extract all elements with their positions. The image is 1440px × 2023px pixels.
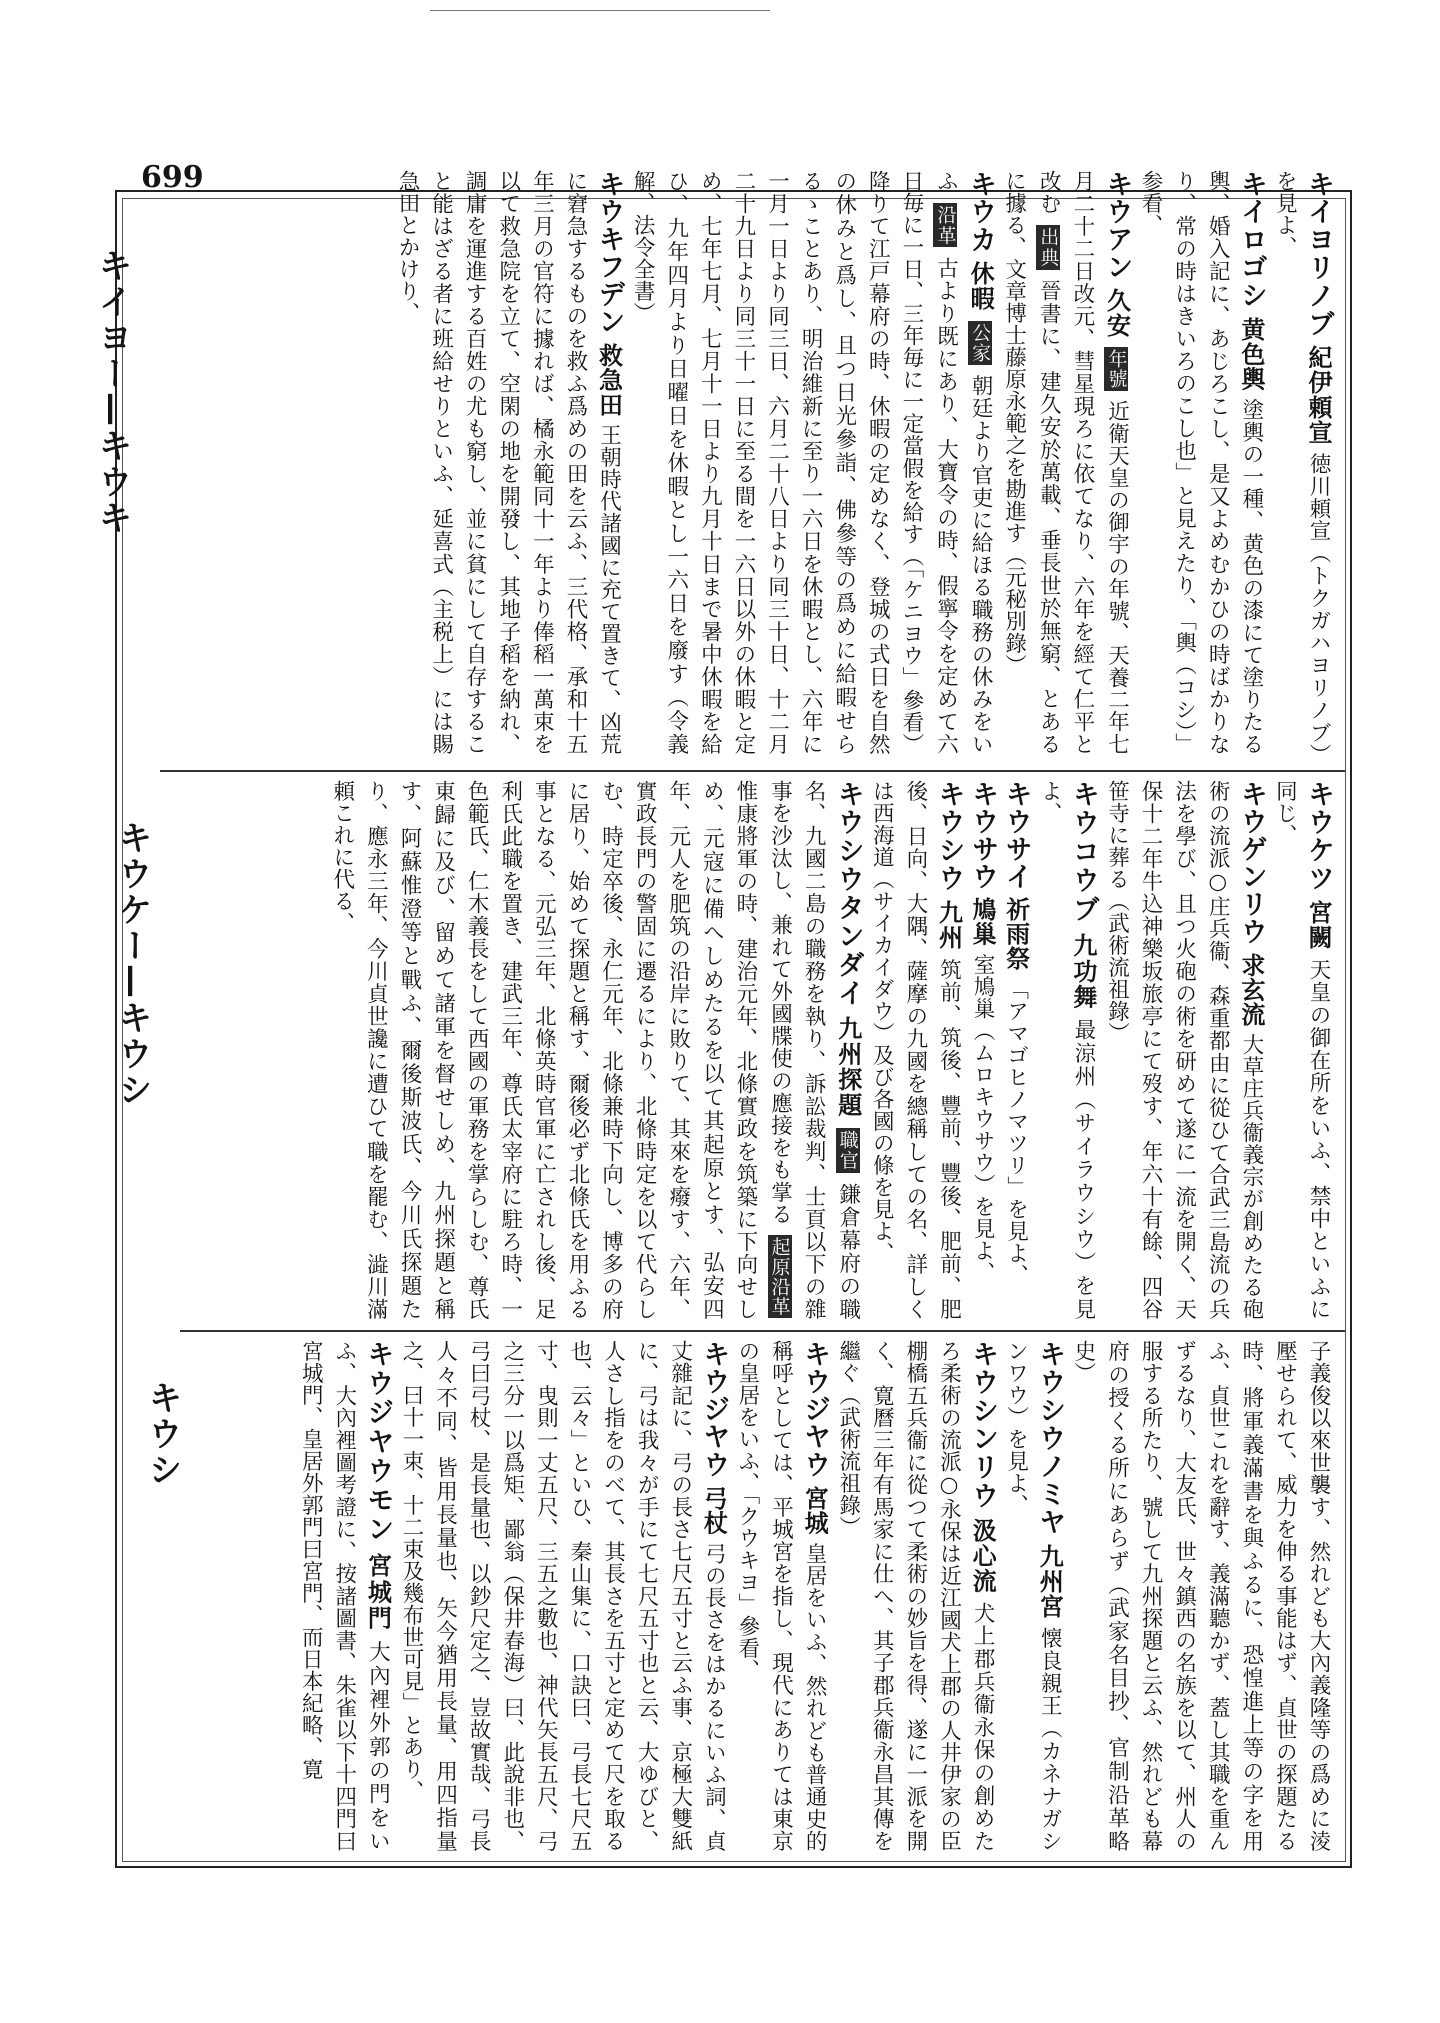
entry-head: キウアン xyxy=(1101,170,1133,281)
entry-kiiyorinobu xyxy=(1272,170,1334,755)
entry-kanji: 九州探題 xyxy=(833,1015,863,1118)
entry-kiugenriu xyxy=(1104,780,1267,1320)
entry-kiukifuden xyxy=(394,170,625,755)
entry-kanji: 九州 xyxy=(934,900,964,951)
category-badge: 沿革 xyxy=(934,204,957,246)
page-number: 699 xyxy=(141,160,204,195)
entry-kiirogoshi xyxy=(1138,170,1267,755)
entry-head: キウシウ xyxy=(933,780,965,893)
entry-body: 塗輿の一種、黄色の漆にて塗りたる輿、婚入記に、あじろこし、是又よめむかひの時ばかりなり、常の時はきいろのこし也」と見えたり、「輿（コシ）」参看、 xyxy=(1138,170,1264,755)
entry-kanji: 黄色輿 xyxy=(1236,316,1266,391)
entry-kanji: 宮城 xyxy=(800,1485,830,1535)
entry-body: 大草庄兵衞義宗が創めたる砲術の流派○庄兵衞、森重都由に從ひて合武三島流の兵法を學び、且つ火砲の術を研めて遂に一流を開く、天保十二年牛込神樂坂旅亭にて歿す、年六十有餘、四谷笹寺に葬る（武術流祖錄） xyxy=(1104,780,1264,1320)
entry-body-continued: 古より既にあり、大寶令の時、假寧令を定めて六日毎に一日、三年毎に一定當假を給す（「ケニヨウ」參看）降りて江戸幕府の時、休暇の定めなく、登城の式日を自然の休みと爲し、且つ日光參詣、佛參等の爲めに給暇せらるゝことあり、明治維新に至り一六日を休暇とし、六年に一月一日より同三日、六月二十八日より同三十日、十二月二十九日より同三十一日に至る間を一六日以外の休暇と定め、七年七月、七月十一日より九月十日まで暑中休暇を給ひ、九年四月より日曜日を休暇とし一六日を廢す（令義解、法令全書） xyxy=(630,170,959,755)
tier-divider-2 xyxy=(180,1330,1345,1332)
entry-body: 大內裡外郭の門をいふ、大內裡圖考證に、按諸圖書、朱雀以下十四門曰宮城門、皇居外郭門曰宮門、而日本紀略、寛 xyxy=(298,1340,391,1852)
scan-artifact-line xyxy=(430,10,770,11)
entry-body: 皇居をいふ、然れども普通史的稱呼としては、平城宮を指し、現代にありては東京の皇居をいふ、「クウキヨ」參看、 xyxy=(734,1340,828,1852)
entry-kanji: 宮城門 xyxy=(363,1553,393,1632)
entry-head: キウシウノミヤ xyxy=(1034,1340,1066,1537)
entry-body: 徳川頼宣（トクガハヨリノブ）を見よ、 xyxy=(1272,170,1331,755)
entry-head: キウゲンリウ xyxy=(1235,780,1267,946)
guide-word-2: キウケー—キウシ xyxy=(112,820,152,1108)
entry-kanji: 九州宮 xyxy=(1035,1544,1065,1620)
entry-kiuan xyxy=(1001,170,1133,755)
entry-head: キウジヤウ xyxy=(698,1340,730,1479)
entry-body-continued: 惟康將軍の時、建治元年、北條實政を筑築に下向せしめ、元寇に備へしめたるを以て其起原とす、弘安四年、元人を肥筑の沿岸に敗りて、其來を癈す、六年、實政長門の警固に遷るにより、北條時定を以て代らしむ、時定卒後、永仁元年、北條兼時下向し、博多の府に居り、始めて探題と稱す、爾後必ず北條氏を用ふる事となる、元弘三年、北條英時官軍に亡されし後、足利氏此職を置き、建武三年、尊氏太宰府に駐ろ時、一色範氏、仁木義長をして西國の軍務を掌らしむ、尊氏東歸に及び、留めて諸軍を督せしめ、九州探題と稱す、阿蘇惟澄等と戰ふ、爾後斯波氏、今川氏探題たり、應永三年、今川貞世讒に遭ひて職を罷む、澁川滿頼これに代る、 xyxy=(329,780,758,1320)
tier-2 xyxy=(160,780,1335,1320)
entry-kiushiunomiya xyxy=(1003,1340,1066,1852)
entry-kiushiu xyxy=(869,780,965,1320)
entry-body: 犬上郡兵衞永保の創めたろ柔術の流派○永保は近江國犬上郡の人井伊家の臣棚橋五兵衞に從つて柔術の妙旨を得、遂に一派を開く、寛曆三年有馬家に仕へ、其子郡兵衞永昌其傳を繼ぐ（武術流祖錄） xyxy=(835,1340,996,1852)
entry-head: キウシンリウ xyxy=(967,1340,999,1510)
entry-kanji: 宮闕 xyxy=(1304,900,1333,951)
entry-head: キイロゴシ xyxy=(1235,170,1267,309)
entry-body: 最涼州（サイラウシウ）を見よ、 xyxy=(1037,780,1096,1320)
entry-head: キウジヤウ xyxy=(799,1340,831,1479)
entry-body: 弓の長さをはかるにいふ詞、貞丈雜記に、弓の長さ七尺五寸と云ふ事、京極大雙紙に、弓は我々が手にて七尺五寸也と云、大ゆびと、人さし指をのべて、其長さを五寸と定めて尺を取る也、云々」といひ、秦山集に、口訣曰、弓長七尺五寸、曳則一丈五尺、三五之數也、神代矢長五尺、弓之三分一以爲矩、鄙翁（保井春海）曰、此說非也、弓曰弓杖、是長量也、以鈔尺定之、豈故實哉、弓長人々不同、皆用長量也、矢今猶用長量、用四指量之、曰十一束、十二束及幾布世可見」とあり、 xyxy=(398,1340,727,1852)
entry-body: 鎌倉幕府の職名、九國二島の職務を執り、訴訟裁判、士頁以下の雜事を沙汰し、兼れて外國牒使の應接をも掌る xyxy=(767,780,861,1320)
category-badge: 出典 xyxy=(1037,227,1060,268)
entry-kiusai xyxy=(1000,780,1032,1287)
entry-body: 王朝時代諸國に充て置きて、凶荒に窘急するものを救ふ爲めの田を云ふ、三代格、承和十五年三月の官符に據れば、橘永範同十一年より俸稻一萬束を以て救急院を立て、空閑の地を開發し、其地子稻を納れ、調庸を運進する百姓の尤も窮し、並に貧にして自存すること能はざる者に班給せりといふ、延喜式（主税上）には賜急田とかけり、 xyxy=(394,170,622,755)
entry-head: キウカ xyxy=(965,170,997,254)
entry-body-continued: 晉書に、建久安於萬載、垂長世於無窮、とあるに據る、文章博士藤原永範之を勘進す（元秘別錄） xyxy=(1001,170,1062,755)
entry-body: 懐良親王（カネナガシンワウ）を見よ、 xyxy=(1003,1340,1063,1852)
entry-kanji: 求玄流 xyxy=(1236,952,1266,1027)
tier-3 xyxy=(180,1340,1335,1852)
entry-head: キウケツ xyxy=(1303,780,1334,893)
entry-kiushiutandai xyxy=(329,780,864,1320)
entry-kanji: 休暇 xyxy=(966,261,996,312)
entry-body: 筑前、筑後、豐前、豐後、肥前、肥後、日向、大隅、薩摩の九國を總稱しての名、詳しくは西海道（サイカイダウ）及び各國の條を見よ、 xyxy=(869,780,962,1320)
entry-kanji: 久安 xyxy=(1102,288,1132,338)
entry-body: 天皇の御在所をいふ、禁中といふに同じ、 xyxy=(1272,780,1331,1320)
entry-kiusau xyxy=(967,780,999,1284)
entry-head: キイヨリノブ xyxy=(1303,170,1334,338)
entry-kiujiyau-bow xyxy=(398,1340,730,1852)
category-badge: 年號 xyxy=(1105,349,1128,389)
entry-kiukoubu xyxy=(1037,780,1099,1320)
entry-continuation xyxy=(1071,1340,1331,1852)
entry-head: キウサウ xyxy=(967,780,999,890)
entry-head: キウキフデン xyxy=(593,170,625,336)
entry-body: 「アマゴヒノマツリ」を見よ、 xyxy=(1003,978,1029,1287)
entry-kanji: 紀伊頼宣 xyxy=(1304,345,1333,445)
entry-kanji: 鳩巢 xyxy=(968,897,998,947)
tier-divider-1 xyxy=(160,770,1345,772)
entry-kiuketsu xyxy=(1272,780,1334,1320)
category-badge: 職官 xyxy=(836,1130,859,1171)
entry-kanji: 汲心流 xyxy=(968,1517,998,1594)
category-badge: 起原沿革 xyxy=(768,1237,791,1317)
entry-body: 近衛天皇の御宇の年號、天養二年七月二十二日改元、彗星現ろに依てなり、六年を經て仁平と改む xyxy=(1036,170,1130,755)
tier-1 xyxy=(160,170,1335,755)
entry-head: キウサイ xyxy=(1000,780,1032,890)
guide-word-3: キウシ xyxy=(142,1380,182,1488)
entry-kiushinriu xyxy=(835,1340,999,1852)
entry-head: キウジヤウモン xyxy=(362,1340,394,1545)
entry-kiujiyau-palace xyxy=(734,1340,831,1852)
entry-head: キウコウブ xyxy=(1067,780,1099,924)
category-badge: 公家 xyxy=(969,323,992,363)
entry-kiujiyaumon xyxy=(298,1340,394,1852)
entry-kanji: 救急田 xyxy=(594,342,624,417)
entry-head: キウシウタンダイ xyxy=(832,780,864,1008)
entry-kanji: 弓杖 xyxy=(699,1485,729,1535)
entry-kiuka xyxy=(630,170,997,755)
entry-kanji: 祈雨祭 xyxy=(1001,897,1031,971)
guide-word-1: キイヨー—キウキ xyxy=(92,248,132,536)
entry-kanji: 九功舞 xyxy=(1068,932,1098,1010)
entry-body: 子義俊以來世襲す、然れども大內義隆等の爲めに淩壓せられて、威力を伸る事能はず、貞世の探題たる時、將軍義滿書を與ふるに、恐惶進上等の字を用ふ、貞世これを辭す、義滿聽かず、蓋し其職を重んずるなり、大友氏、世々鎮西の名族を以て、州人の服する所たり、號して九州探題と云ふ、然れども幕府の授くる所にあらず（武家名目抄、官制沿革略史） xyxy=(1070,1340,1331,1852)
entry-body: 室鳩巢（ムロキウサウ）を見よ、 xyxy=(970,953,996,1284)
entry-body: 朝廷より官吏に給ほる職務の休みをいふ xyxy=(933,170,994,755)
